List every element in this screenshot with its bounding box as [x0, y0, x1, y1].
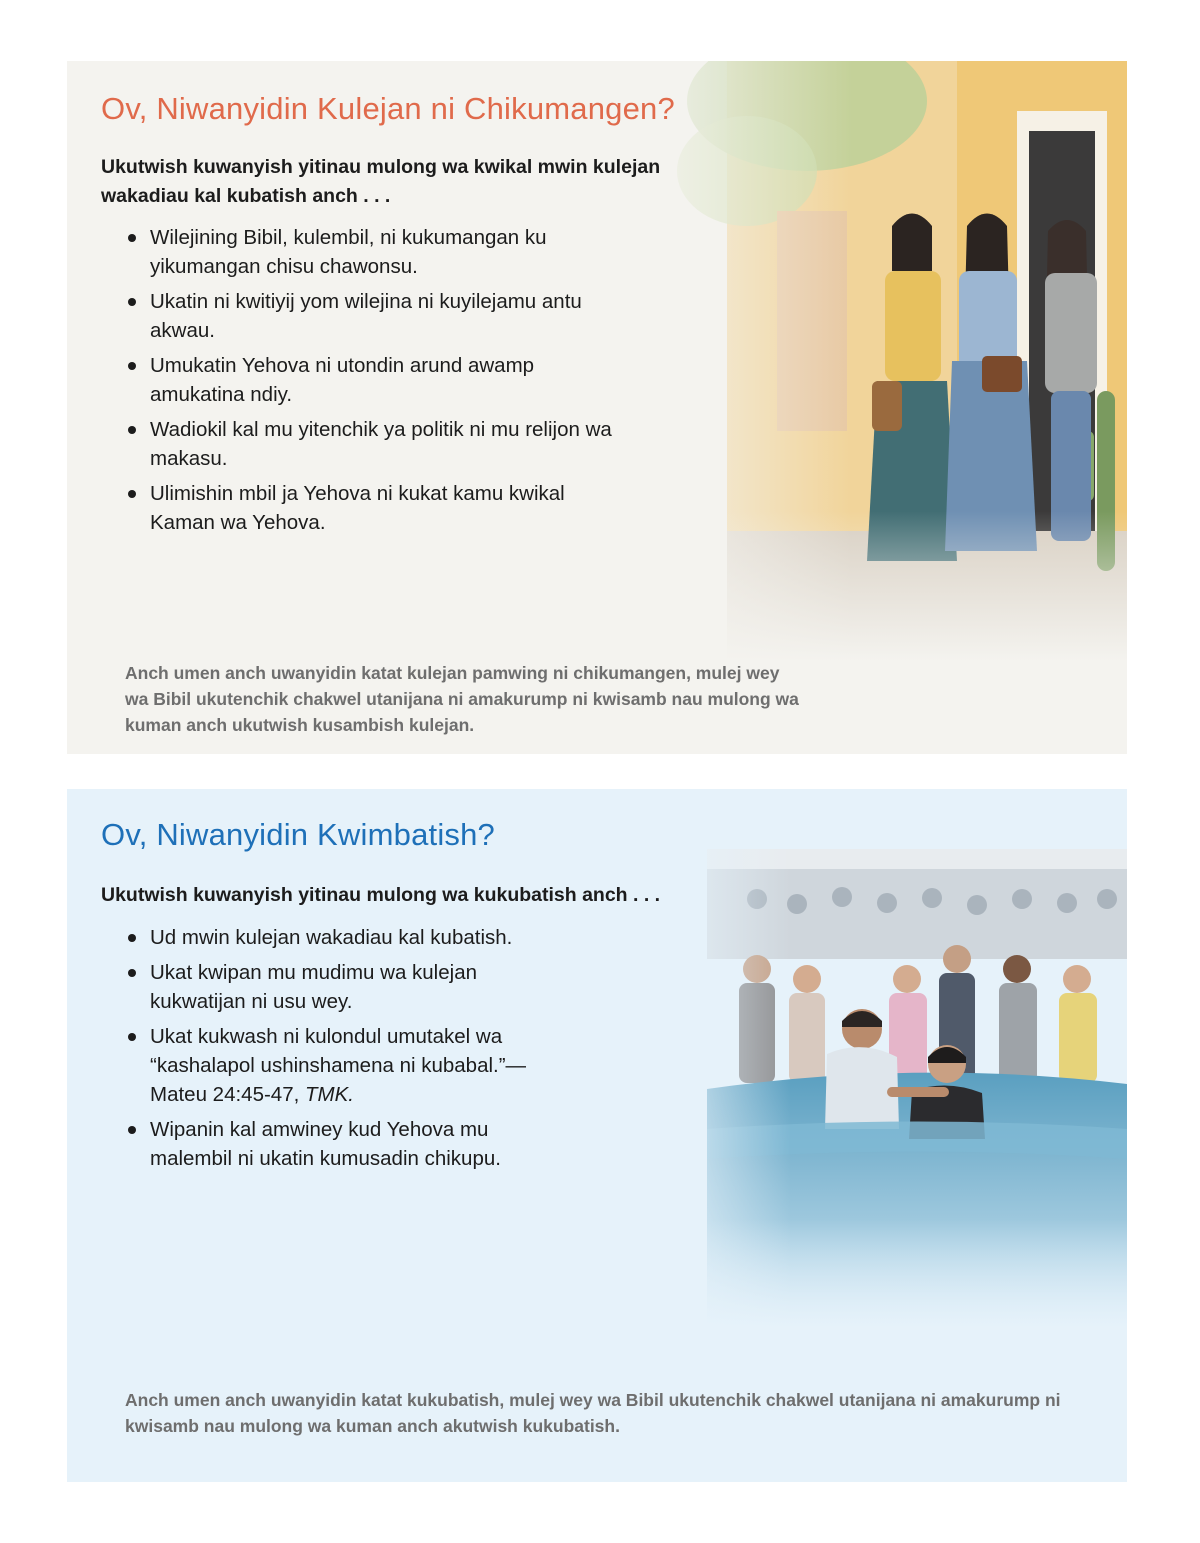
list-item: Ukatin ni kwitiyij yom wilejina ni kuyilejamu antu akwau.: [125, 287, 615, 345]
requirements-list: [125, 923, 565, 1179]
list-item: Ukat kwipan mu mudimu wa kulejan kukwatijan ni usu wey.: [125, 958, 565, 1016]
requirements-list: [125, 223, 615, 543]
section-intro: Ukutwish kuwanyish yitinau mulong wa kwikal mwin kulejan wakadiau kal kubatish anch . . .: [101, 156, 661, 207]
section-note: Anch umen anch uwanyidin katat kukubatish, mulej wey wa Bibil ukutenchik chakwel utanijana ni amakurump ni kwisamb nau mulong wa kuman anch akutwish kukubatish.: [125, 1390, 1061, 1436]
list-item: Wadiokil kal mu yitenchik ya politik ni mu relijon wa makasu.: [125, 415, 615, 473]
section-note: Anch umen anch uwanyidin katat kulejan pamwing ni chikumangen, mulej wey wa Bibil ukutenchik chakwel utanijana ni amakurump ni kwisamb nau mulong wa kuman anch ukutwish kusambish kulejan.: [125, 663, 799, 735]
preaching-illustration: [627, 61, 1127, 661]
section-publisher: [67, 61, 1127, 754]
list-item: Wipanin kal amwiney kud Yehova mu malembil ni ukatin kumusadin chikupu.: [125, 1115, 565, 1173]
section-title: Ov, Niwanyidin Kwimbatish?: [101, 817, 495, 852]
scripture-citation: TMK.: [305, 1083, 354, 1106]
list-item: [125, 1022, 565, 1109]
section-title: Ov, Niwanyidin Kulejan ni Chikumangen?: [101, 91, 675, 126]
list-item: Ud mwin kulejan wakadiau kal kubatish.: [125, 923, 565, 952]
list-item: Wilejining Bibil, kulembil, ni kukumangan ku yikumangan chisu chawonsu.: [125, 223, 615, 281]
section-intro: Ukutwish kuwanyish yitinau mulong wa kukubatish anch . . .: [101, 884, 661, 906]
list-item-text: Ukat kukwash ni kulondul umutakel wa “kashalapol ushinshamena ni kubabal.”—Mateu 24:45-47,: [150, 1025, 527, 1106]
section-baptism: [67, 789, 1127, 1482]
list-item: Umukatin Yehova ni utondin arund awamp amukatina ndiy.: [125, 351, 615, 409]
list-item: Ulimishin mbil ja Yehova ni kukat kamu kwikal Kaman wa Yehova.: [125, 479, 615, 537]
